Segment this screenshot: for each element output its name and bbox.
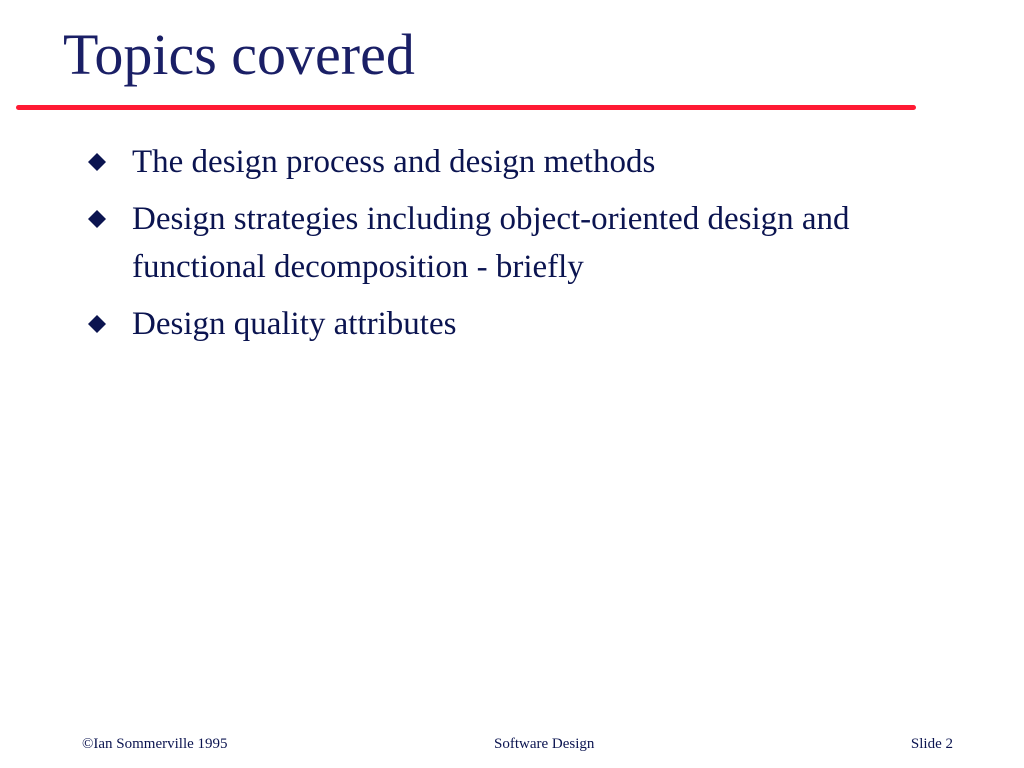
bullet-text: Design strategies including object-oriented design and functional decomposition - briefly — [132, 201, 850, 285]
title-underline-rule — [16, 105, 916, 110]
bullet-item — [84, 195, 984, 291]
footer-slide-number: Slide 2 — [910, 736, 953, 752]
diamond-bullet-icon — [88, 315, 106, 333]
footer-course-title: Software Design — [494, 736, 595, 752]
diamond-bullet-icon — [88, 153, 106, 171]
bullet-text: Design quality attributes — [132, 306, 457, 342]
slide-footer — [0, 736, 1024, 756]
slide-title: Topics covered — [63, 22, 415, 87]
diamond-bullet-icon — [88, 210, 106, 228]
footer-copyright: ©Ian Sommerville 1995 — [82, 736, 228, 752]
bullet-text: The design process and design methods — [132, 144, 656, 180]
bullet-item — [84, 300, 984, 348]
bullet-item — [84, 138, 984, 186]
bullet-list — [84, 138, 984, 357]
